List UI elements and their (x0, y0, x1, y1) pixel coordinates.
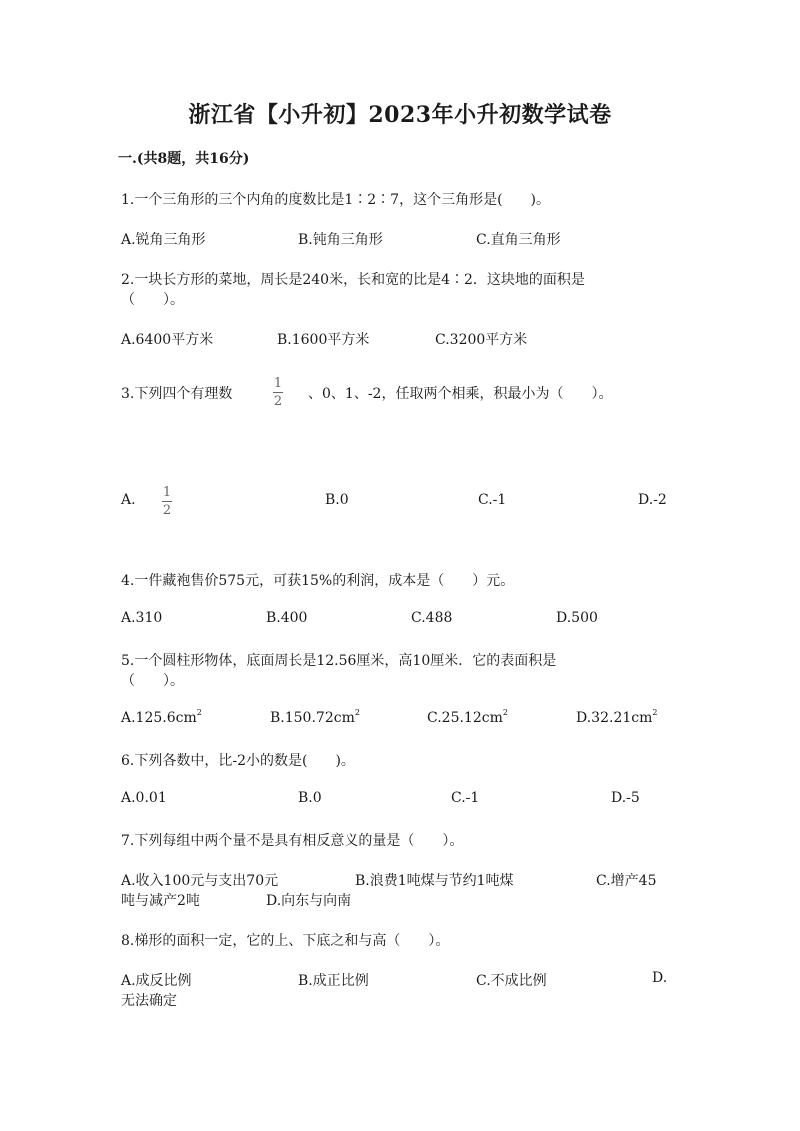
question-4-option-c: C.488 (411, 610, 453, 626)
question-7-option-c-part2: 吨与减产2吨 (121, 893, 200, 909)
question-8-option-d-label: D. (652, 970, 668, 986)
fraction-numerator: 1 (162, 485, 172, 500)
question-2-option-c: C.3200平方米 (435, 332, 528, 348)
question-3-stem-suffix: 、0、1、-2，任取两个相乘，积最小为（ ）。 (308, 386, 613, 402)
question-3-option-d: D.-2 (638, 492, 667, 508)
fraction-numerator: 1 (273, 376, 283, 391)
question-6-option-c: C.-1 (451, 790, 480, 806)
question-1-stem: 1.一个三角形的三个内角的度数比是1∶2∶7，这个三角形是( )。 (121, 192, 551, 208)
question-3-fraction (273, 377, 283, 408)
question-5-option-a: $A.125.6cm^2$ (121, 708, 202, 726)
question-2-stem-line1: 2.一块长方形的菜地，周长是240米，长和宽的比是4∶2．这块地的面积是 (121, 272, 585, 288)
question-3-option-b: B.0 (325, 492, 349, 508)
question-6-option-b: B.0 (298, 790, 322, 806)
question-3-option-c: C.-1 (478, 492, 507, 508)
question-3-option-a-label: A. (121, 492, 136, 508)
question-8-stem: 8.梯形的面积一定，它的上、下底之和与高（ ）。 (121, 933, 450, 949)
question-2-option-a: A.6400平方米 (121, 332, 214, 348)
question-4-option-a: A.310 (121, 610, 163, 626)
question-4-option-d: D.500 (556, 610, 598, 626)
fraction-bar (162, 501, 172, 502)
fraction-denominator: 2 (162, 503, 172, 518)
question-8-option-d-text: 无法确定 (121, 993, 177, 1009)
question-7-option-a: A.收入100元与支出70元 (121, 873, 279, 889)
question-2-option-b: B.1600平方米 (277, 332, 370, 348)
page-title: 浙江省【小升初】2023年小升初数学试卷 (188, 102, 612, 128)
fraction-bar (273, 392, 283, 393)
question-7-stem: 7.下列每组中两个量不是具有相反意义的量是（ ）。 (121, 833, 464, 849)
question-1-option-a: A.锐角三角形 (121, 232, 206, 248)
question-5-stem-line1: 5.一个圆柱形物体，底面周长是12.56厘米，高10厘米．它的表面积是 (121, 653, 557, 669)
fraction-denominator: 2 (273, 394, 283, 409)
question-3-stem-prefix: 3.下列四个有理数 (121, 386, 233, 402)
question-7-option-d: D.向东与向南 (266, 893, 352, 909)
question-5-option-b: $B.150.72cm^2$ (270, 708, 360, 726)
question-7-option-b: B.浪费1吨煤与节约1吨煤 (355, 873, 514, 889)
question-2-stem-line2: （ ）。 (121, 292, 184, 308)
question-4-option-b: B.400 (266, 610, 308, 626)
question-6-option-d: D.-5 (611, 790, 640, 806)
question-3-option-a-fraction (162, 486, 172, 517)
question-6-stem: 6.下列各数中，比-2小的数是( )。 (121, 753, 355, 769)
question-7-option-c-part1: C.增产45 (596, 873, 657, 889)
question-1-option-c: C.直角三角形 (476, 232, 561, 248)
question-1-option-b: B.钝角三角形 (298, 232, 383, 248)
question-4-stem: 4.一件藏袍售价575元，可获15%的利润，成本是（ ）元。 (121, 573, 515, 589)
question-8-option-c: C.不成比例 (476, 973, 547, 989)
section-heading: 一.(共8题，共16分) (118, 151, 250, 167)
question-8-option-a: A.成反比例 (121, 973, 192, 989)
question-5-option-c: $C.25.12cm^2$ (427, 708, 508, 726)
question-8-option-b: B.成正比例 (298, 973, 369, 989)
question-5-option-d: $D.32.21cm^2$ (576, 708, 658, 726)
question-6-option-a: A.0.01 (121, 790, 167, 806)
question-5-stem-line2: （ ）。 (121, 673, 184, 689)
